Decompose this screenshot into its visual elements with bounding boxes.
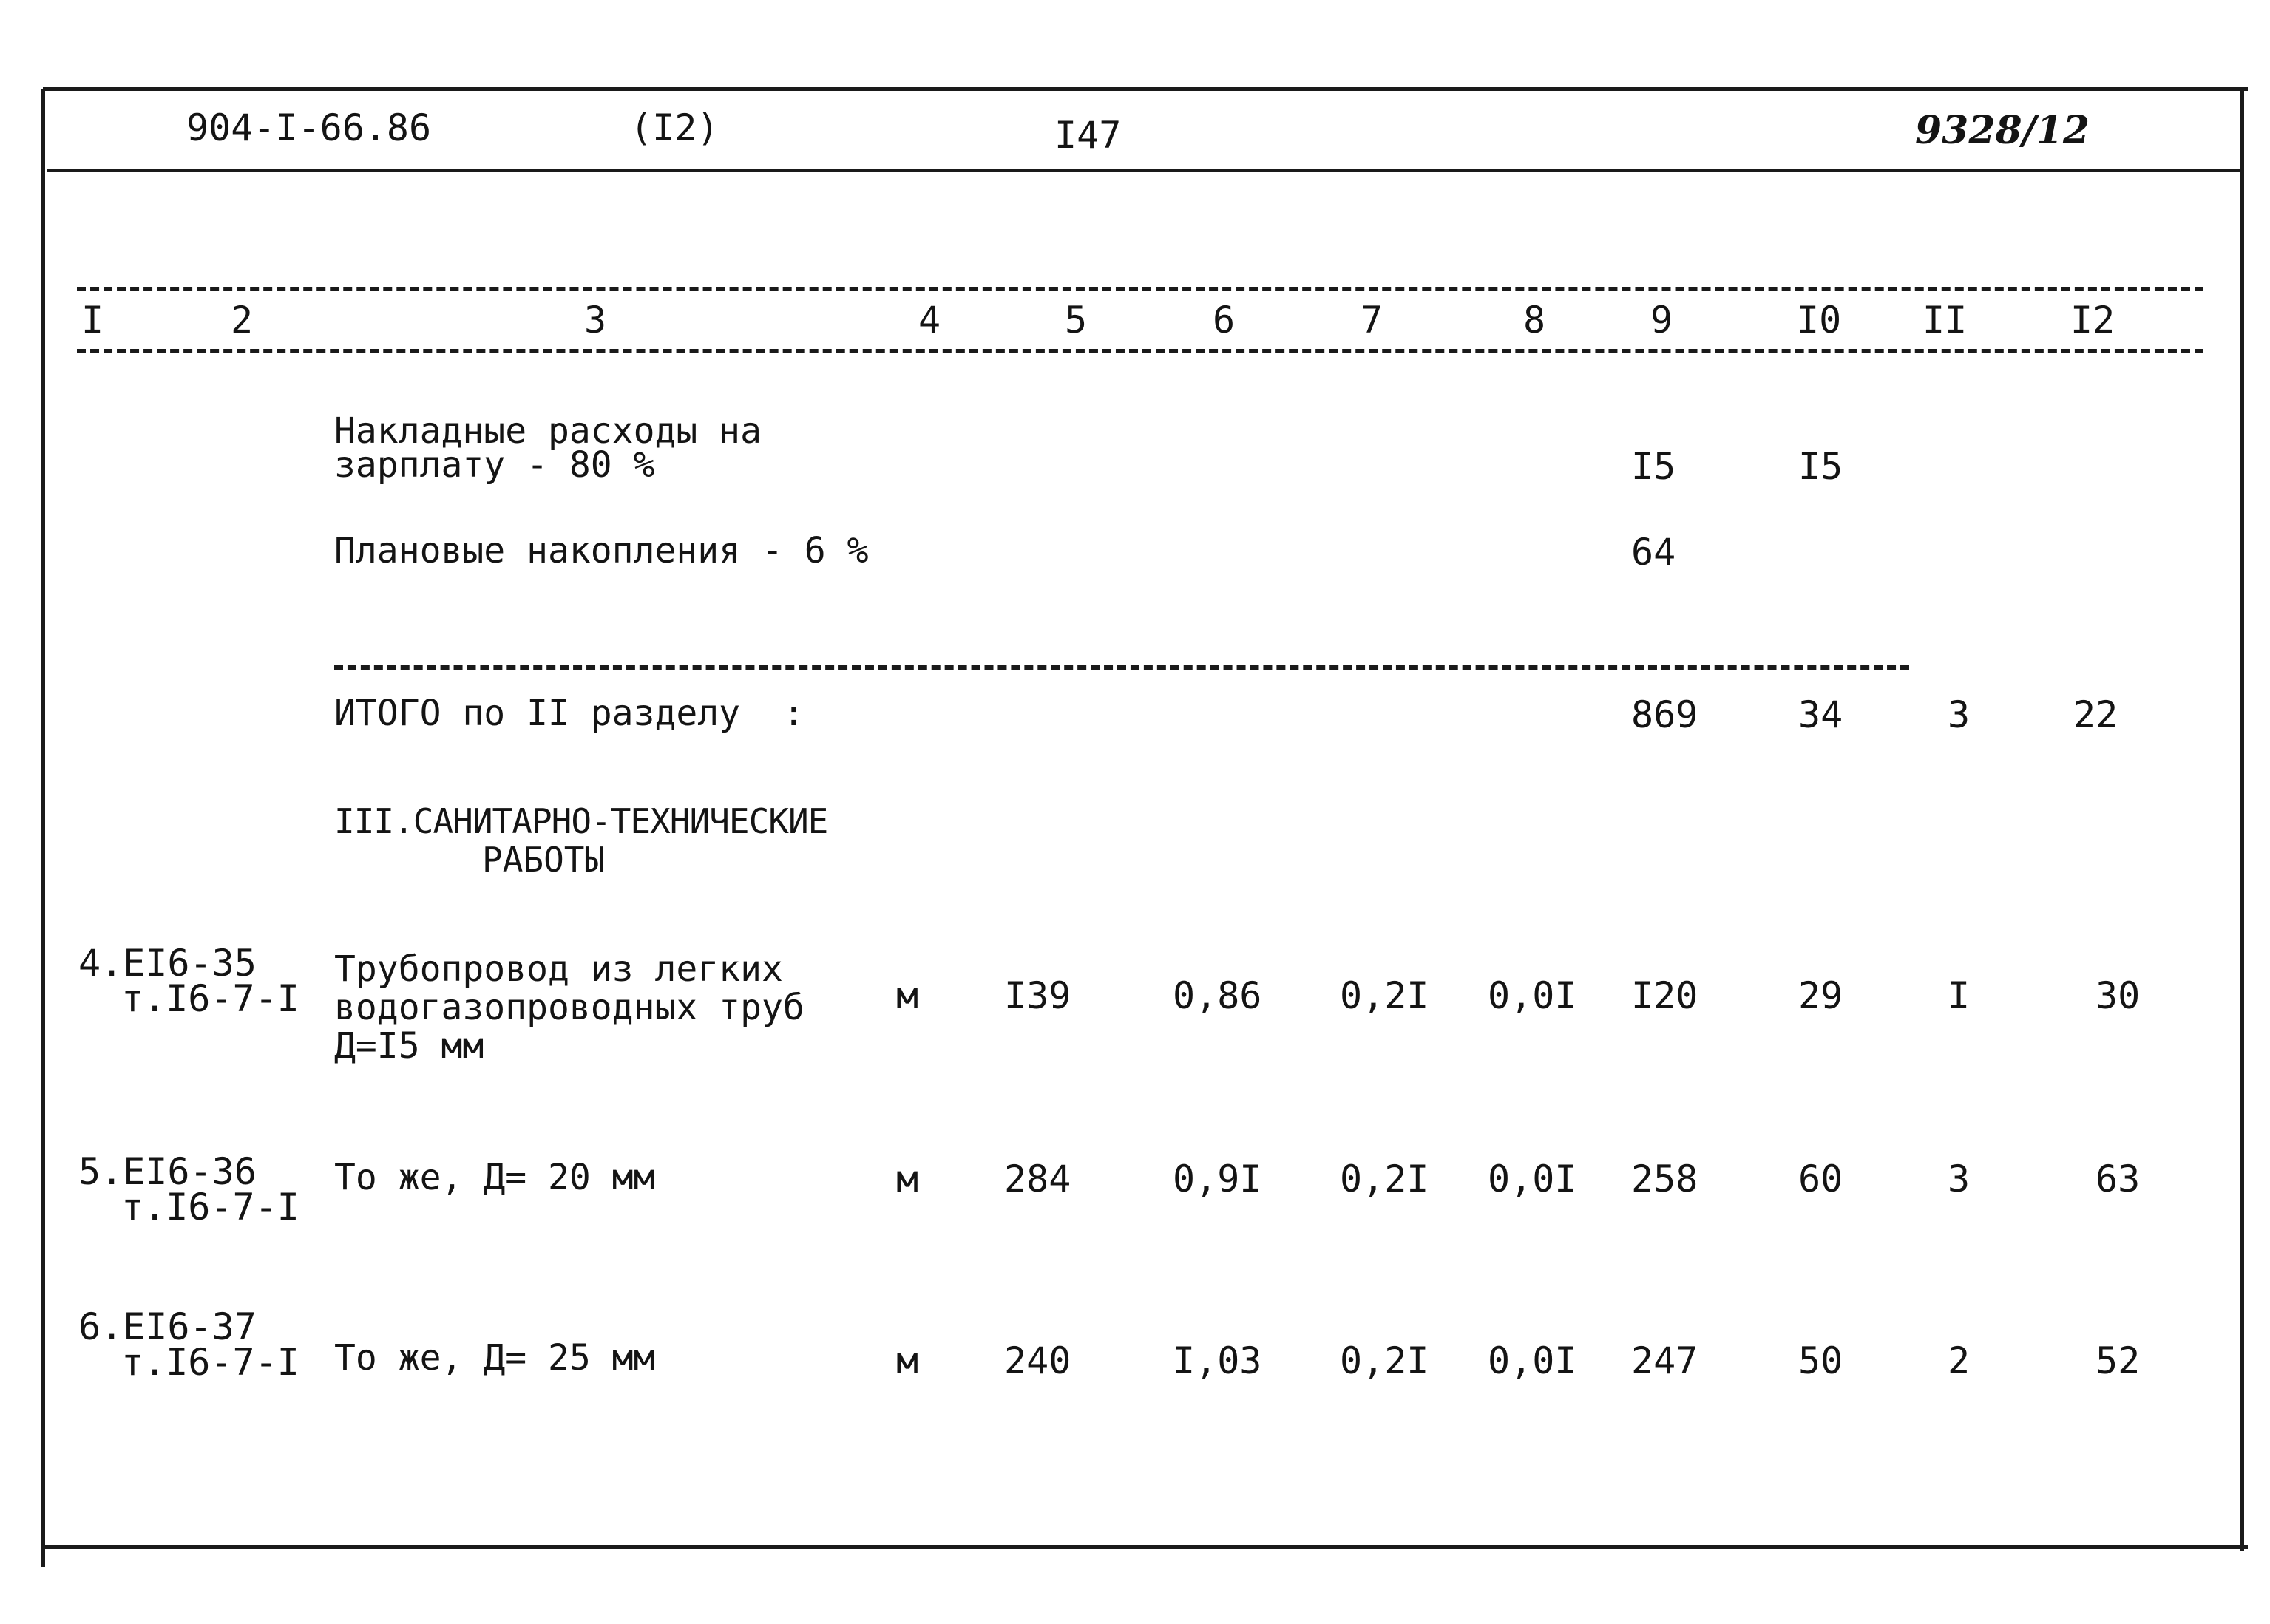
total-rule <box>334 665 1909 670</box>
row5-desc: То же, Д= 20 мм <box>334 1157 655 1198</box>
frame-top-border <box>43 87 2248 91</box>
row4-unit: м <box>896 974 919 1017</box>
total-col9: 869 <box>1631 693 1698 736</box>
row6-code: 6.EI6-37 <box>78 1305 257 1348</box>
overhead-label-line2: зарплату - 80 % <box>334 444 655 486</box>
sheet-ref: (I2) <box>630 106 719 149</box>
frame-right-border <box>2240 87 2244 1551</box>
column-header-3: 3 <box>584 299 607 342</box>
row6-col11: 2 <box>1948 1339 1971 1382</box>
section-title-line1: III.САНИТАРНО-ТЕХНИЧЕСКИЕ <box>334 801 828 841</box>
row5-ref: т.I6-7-I <box>121 1186 299 1229</box>
row5-code: 5.EI6-36 <box>78 1150 257 1193</box>
row6-unit: м <box>896 1339 919 1382</box>
row6-col6: I,03 <box>1173 1339 1262 1382</box>
overhead-col9: I5 <box>1631 445 1676 488</box>
header-rule <box>47 169 2243 172</box>
column-header-top-rule <box>77 287 2203 291</box>
row6-col10: 50 <box>1798 1339 1843 1382</box>
planned-label: Плановые накопления - 6 % <box>334 530 869 571</box>
row4-col8: 0,0I <box>1488 974 1577 1017</box>
row5-col11: 3 <box>1948 1158 1971 1200</box>
section-title-line2: РАБОТЫ <box>482 840 606 880</box>
row5-col9: 258 <box>1631 1158 1698 1200</box>
frame-bottom-border <box>41 1545 2248 1549</box>
column-header-2: 2 <box>231 299 254 342</box>
column-header-5: 5 <box>1065 299 1088 342</box>
doc-code: 904-I-66.86 <box>186 106 432 149</box>
column-header-11: II <box>1922 299 1968 342</box>
total-col11: 3 <box>1948 693 1971 736</box>
page-number: I47 <box>1054 114 1122 157</box>
column-header-4: 4 <box>918 299 941 342</box>
row4-col6: 0,86 <box>1173 974 1262 1017</box>
row6-col12: 52 <box>2095 1339 2141 1382</box>
row4-col10: 29 <box>1798 974 1843 1017</box>
row6-col5: 240 <box>1004 1339 1071 1382</box>
frame-left-border <box>41 89 45 1567</box>
column-header-9: 9 <box>1650 299 1673 342</box>
row6-col8: 0,0I <box>1488 1339 1577 1382</box>
column-header-8: 8 <box>1523 299 1546 342</box>
total-label: ИТОГО по II разделу : <box>334 693 804 734</box>
column-header-10: I0 <box>1797 299 1842 342</box>
overhead-label-line1: Накладные расходы на <box>334 410 762 452</box>
planned-col9: 64 <box>1631 531 1676 574</box>
column-header-12: I2 <box>2070 299 2115 342</box>
column-header-7: 7 <box>1361 299 1383 342</box>
row5-col12: 63 <box>2095 1158 2141 1200</box>
row5-col5: 284 <box>1004 1158 1071 1200</box>
row5-col6: 0,9I <box>1173 1158 1262 1200</box>
row4-desc-line3: Д=I5 мм <box>334 1025 484 1067</box>
row4-code: 4.EI6-35 <box>78 942 257 985</box>
column-header-1: I <box>81 299 104 342</box>
row4-col7: 0,2I <box>1340 974 1429 1017</box>
row6-col7: 0,2I <box>1340 1339 1429 1382</box>
row4-desc-line2: водогазопроводных труб <box>334 987 804 1028</box>
column-header-6: 6 <box>1213 299 1236 342</box>
row5-col7: 0,2I <box>1340 1158 1429 1200</box>
row6-desc: То же, Д= 25 мм <box>334 1337 655 1379</box>
row4-desc-line1: Трубопровод из легких <box>334 948 783 990</box>
row6-col9: 247 <box>1631 1339 1698 1382</box>
row4-col9: I20 <box>1631 974 1698 1017</box>
row6-ref: т.I6-7-I <box>121 1341 299 1384</box>
total-col12: 22 <box>2073 693 2118 736</box>
row5-col10: 60 <box>1798 1158 1843 1200</box>
row4-col11: I <box>1948 974 1971 1017</box>
row4-col5: I39 <box>1004 974 1071 1017</box>
row5-col8: 0,0I <box>1488 1158 1577 1200</box>
total-col10: 34 <box>1798 693 1843 736</box>
handwritten-number: 9328/12 <box>1915 108 2090 153</box>
column-header-bottom-rule <box>77 349 2203 353</box>
row5-unit: м <box>896 1158 919 1200</box>
row4-ref: т.I6-7-I <box>121 977 299 1020</box>
row4-col12: 30 <box>2095 974 2141 1017</box>
overhead-col10: I5 <box>1798 445 1843 488</box>
